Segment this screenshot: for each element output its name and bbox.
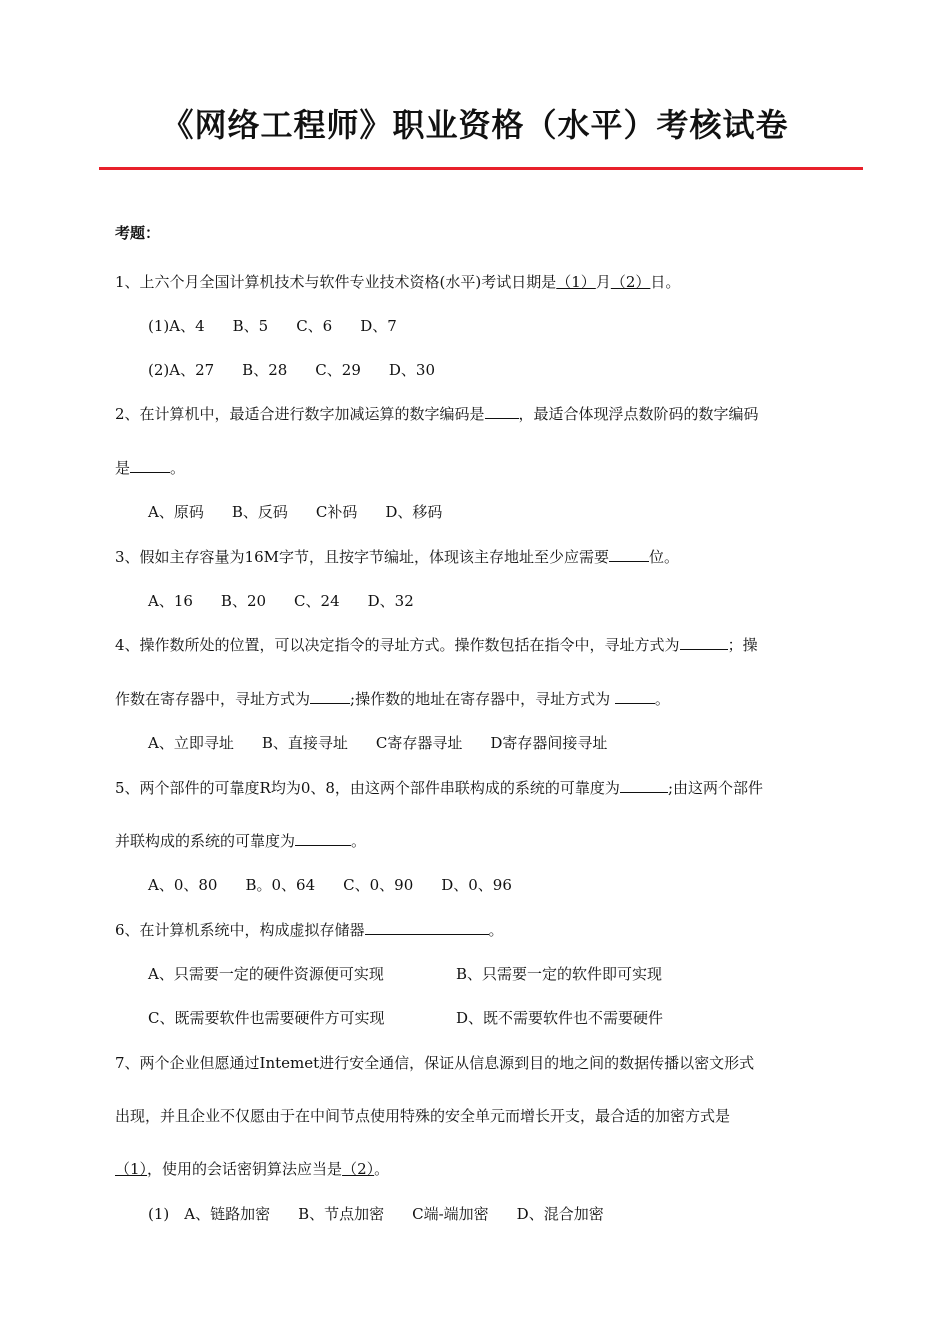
- question-4-line-1: 4、操作数所处的位置，可以决定指令的寻址方式。操作数包括在指令中，寻址方式为 ；操: [115, 636, 758, 654]
- blank-2: （2）: [342, 1160, 375, 1178]
- answer-blank: [310, 689, 350, 704]
- answer-blank: [130, 458, 170, 473]
- blank-1: （1）: [556, 273, 596, 291]
- exam-title: 《网络工程师》职业资格（水平）考核试卷: [161, 106, 789, 144]
- question-1-options-1: (1)A、4 B、5 C、6 D、7: [148, 317, 397, 335]
- question-7-line-2: 出现，并且企业不仅愿由于在中间节点使用特殊的安全单元而增长开支，最合适的加密方式是: [115, 1107, 731, 1125]
- blank-2: （2）: [610, 273, 651, 291]
- section-heading: 考题：: [115, 224, 161, 242]
- question-5-options: A、0、80 B。0、64 C、0、90 D、0、96: [148, 876, 512, 894]
- question-6-options-2: C、既需要软件也需要硬件方可实现 D、既不需要软件也不需要硬件: [148, 1009, 664, 1027]
- question-7-line-1: 7、两个企业但愿通过Intemet进行安全通信，保证从信息源到目的地之间的数据传播以密文形式: [115, 1054, 755, 1072]
- question-2-options: A、原码 B、反码 C补码 D、移码: [148, 503, 443, 521]
- question-4-line-2: 作数在寄存器中，寻址方式为 ;操作数的地址在寄存器中，寻址方式为 。: [115, 690, 670, 708]
- title-divider: [99, 167, 863, 170]
- question-5-line-1: 5、两个部件的可靠度R均为0、8，由这两个部件串联构成的系统的可靠度为 ;由这两个部件: [115, 779, 763, 797]
- answer-blank: [620, 778, 668, 793]
- question-4-options: A、立即寻址 B、直接寻址 C寄存器寻址 D寄存器间接寻址: [148, 734, 608, 752]
- answer-blank: [615, 689, 655, 704]
- answer-blank: [365, 920, 489, 935]
- question-1-options-2: (2)A、27 B、28 C、29 D、30: [148, 361, 435, 379]
- question-3: 3、假如主存容量为16M字节，且按字节编址，体现该主存地址至少应需要 位。: [115, 548, 680, 566]
- blank-1: （1）: [115, 1160, 148, 1178]
- question-6-options-1: A、只需要一定的硬件资源便可实现 B、只需要一定的软件即可实现: [148, 965, 663, 983]
- question-6: 6、在计算机系统中，构成虚拟存储器 。: [115, 921, 504, 939]
- question-7-options: (1) A、链路加密 B、节点加密 C端-端加密 D、混合加密: [148, 1205, 604, 1223]
- answer-blank: [295, 831, 351, 846]
- question-3-options: A、16 B、20 C、24 D、32: [148, 592, 414, 610]
- answer-blank: [485, 404, 519, 419]
- question-2-line-1: 2、在计算机中，最适合进行数字加减运算的数字编码是 ，最适合体现浮点数阶码的数字编码: [115, 405, 759, 423]
- question-5-line-2: 并联构成的系统的可靠度为 。: [115, 832, 367, 850]
- question-7-line-3: （1），使用的会话密钥算法应当是（2）。: [115, 1160, 390, 1178]
- answer-blank: [680, 635, 728, 650]
- answer-blank: [609, 547, 649, 562]
- question-2-line-2: 是 。: [115, 459, 186, 477]
- question-1: 1、上六个月全国计算机技术与软件专业技术资格(水平)考试日期是（1）月（2）日。: [115, 273, 681, 291]
